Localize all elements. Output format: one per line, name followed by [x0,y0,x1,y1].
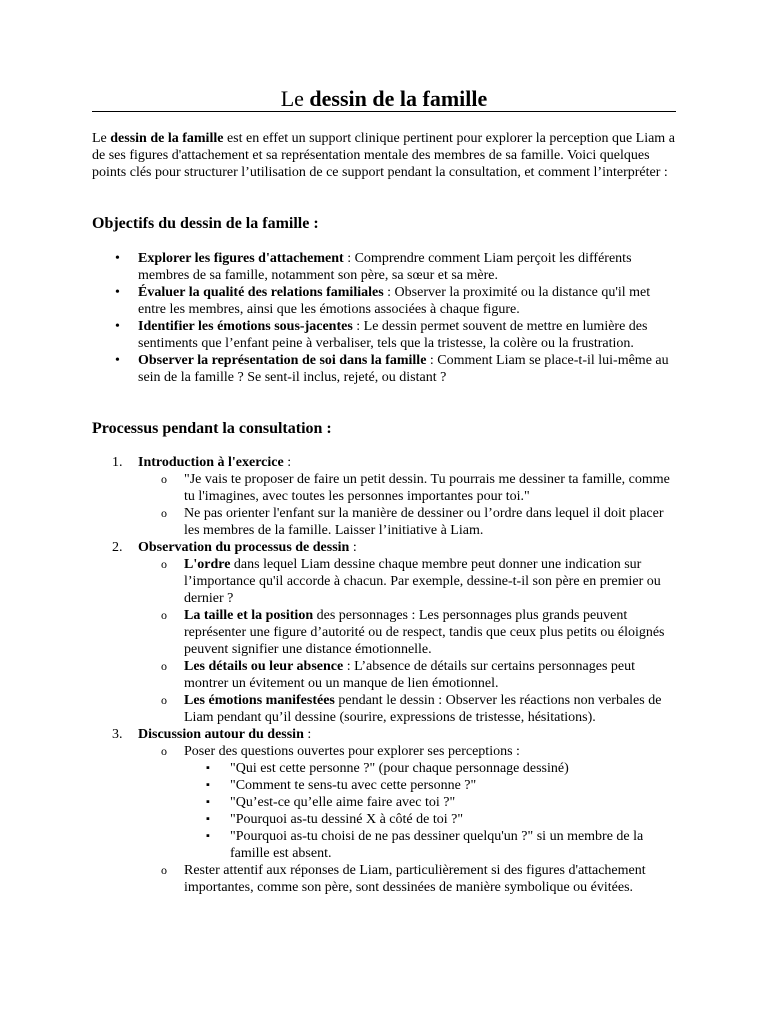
step-number: 3. [112,727,123,742]
question-item: ▪ "Pourquoi as-tu choisi de ne pas dessiner quelqu'un ?" si un membre de la famille est absent. [184,828,676,862]
objectif-item [92,352,676,386]
title-bold: dessin de la famille [309,86,488,111]
objectif-label: Observer la représentation de soi dans la famille [138,353,427,368]
title-rule [92,111,676,112]
sub-text: des personnages : Les personnages plus grands peuvent représenter une figure d’autorité ou de respect, tandis que ceux plus petits ou éloignés peuvent signifier une distance émotionnelle. [184,608,665,657]
objectif-label: Évaluer la qualité des relations familiales [138,285,384,300]
step-label: Observation du processus de dessin [138,540,350,555]
objectif-item [92,318,676,352]
sub-item [138,743,676,862]
sub-text: : L’absence de détails sur certains personnages peut montrer un évitement ou un manque de lien émotionnel. [184,659,636,691]
intro-paragraph [92,130,676,181]
intro-prefix: Le [92,131,111,146]
step-sublist [138,556,676,726]
sub-text: dans lequel Liam dessine chaque membre peut donner une indication sur l’importance qu'il accorde à chacun. Par exemple, dessine-t-il son père en premier ou dernier ? [184,557,661,606]
step-item [92,726,676,896]
objectif-text: : Le dessin permet souvent de mettre en lumière des sentiments que l’enfant peine à verbaliser, tels que la tristesse, la colère ou la frustration. [138,319,648,351]
sub-item [138,692,676,726]
step-suffix: : [283,455,292,470]
intro-bold: dessin de la famille [110,131,224,146]
objectif-text: : Comprendre comment Liam perçoit les différents membres de sa famille, notamment son père, sa sœur et sa mère. [138,251,632,283]
intro-text: est en effet un support clinique pertinent pour explorer la perception que Liam a de ses figures d'attachement et sa représentation mentale des membres de sa famille. Voici quelques points clés pour structurer l’utilisation de ce support pendant la consultation, et comment l’interpréter : [92,131,675,180]
step-item [92,454,676,539]
question-list [184,760,676,862]
sub-label: Les émotions manifestées [184,693,335,708]
step-number: 2. [112,540,123,555]
sub-item [138,658,676,692]
sub-text: pendant le dessin : Observer les réactions non verbales de Liam pendant qu’il dessine (sourire, expressions de tristesse, hésitations). [184,693,662,725]
objectif-text: : Comment Liam se place-t-il lui-même au sein de la famille ? Se sent-il inclus, rejeté, ou distant ? [138,353,669,385]
page-title [92,84,676,114]
question-item: ▪ "Comment te sens-tu avec cette personne ?" [184,777,676,794]
sub-label: Les détails ou leur absence [184,659,344,674]
objectifs-list [92,250,676,386]
step-sublist [138,471,676,539]
objectif-item [92,284,676,318]
question-item: ▪ "Pourquoi as-tu dessiné X à côté de toi ?" [184,811,676,828]
step-suffix: : [303,727,312,742]
step-number: 1. [112,455,123,470]
sub-label: L'ordre [184,557,231,572]
sub-text: Ne pas orienter l'enfant sur la manière de dessiner ou l’ordre dans lequel il doit placer les membres de la famille. Laisser l’initiative à Liam. [184,506,664,538]
sub-label: La taille et la position [184,608,314,623]
sub-text: "Je vais te proposer de faire un petit dessin. Tu pourrais me dessiner ta famille, comme tu l'imagines, avec toutes les personnes importantes pour toi." [184,472,670,504]
processus-list [92,454,676,896]
sub-item [138,607,676,658]
sub-item [138,862,676,896]
objectif-label: Explorer les figures d'attachement [138,251,344,266]
sub-item [138,556,676,607]
step-item [92,539,676,726]
title-prefix: Le [280,86,310,111]
sub-item [138,505,676,539]
objectif-item [92,250,676,284]
step-label: Introduction à l'exercice [138,455,284,470]
step-sublist [138,743,676,896]
objectif-text: : Observer la proximité ou la distance qu'il met entre les membres, ainsi que les émotions associées à chaque figure. [138,285,651,317]
step-label: Discussion autour du dessin [138,727,304,742]
sub-text: Poser des questions ouvertes pour explorer ses perceptions : [184,744,520,759]
question-item: ▪ "Qui est cette personne ?" (pour chaque personnage dessiné) [184,760,676,777]
objectif-label: Identifier les émotions sous-jacentes [138,319,353,334]
section-heading-objectifs: Objectifs du dessin de la famille : [92,215,319,232]
question-item: ▪ "Qu’est-ce qu’elle aime faire avec toi ?" [184,794,676,811]
section-heading-processus: Processus pendant la consultation : [92,420,332,437]
step-suffix: : [349,540,357,555]
sub-item [138,471,676,505]
sub-text: Rester attentif aux réponses de Liam, particulièrement si des figures d'attachement importantes, comme son père, sont dessinées de manière symbolique ou évitées. [184,863,646,895]
